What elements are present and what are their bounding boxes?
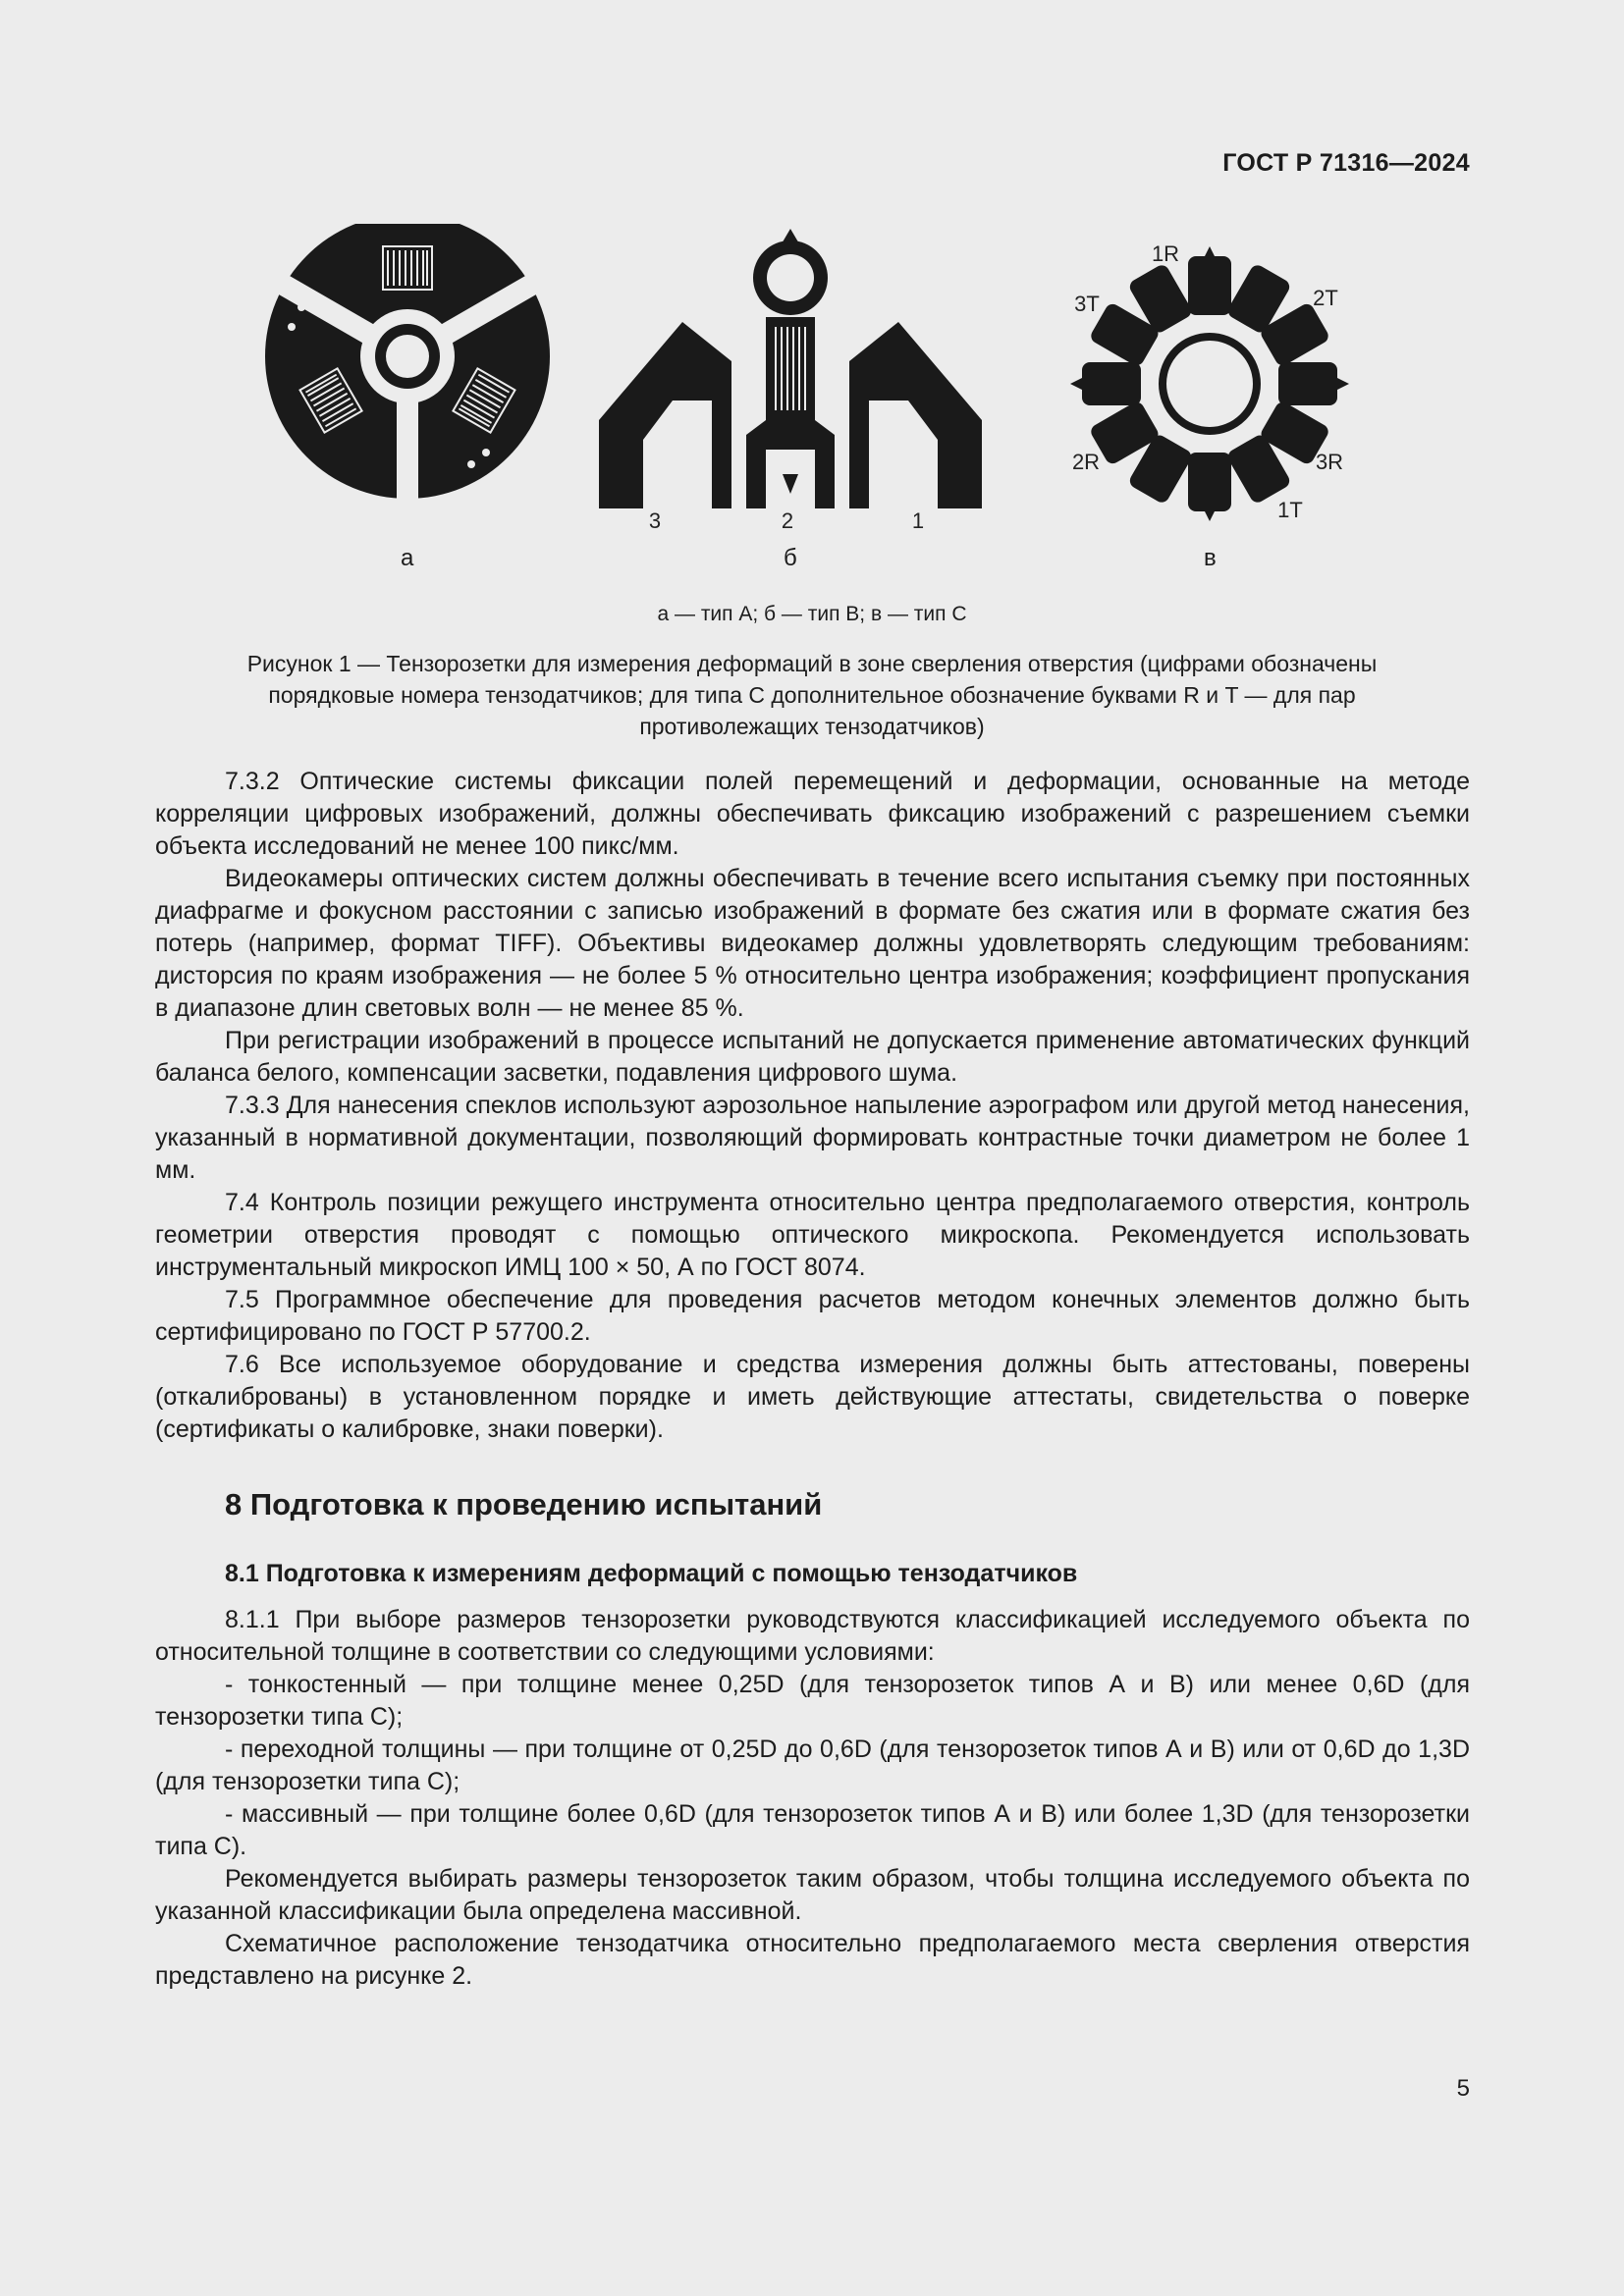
- figure-sub-label-b: б: [784, 545, 797, 571]
- gauge-label: 1R: [1151, 241, 1180, 266]
- gauge-number: 2: [781, 508, 794, 533]
- rosette-type-c: [1070, 241, 1349, 522]
- document-body: [155, 766, 1470, 1993]
- gauge-label: 2R: [1071, 450, 1101, 474]
- page-number: 5: [1456, 2075, 1470, 2102]
- list-item: - массивный — при толщине более 0,6D (для тензорозеток типов А и В) или более 1,3D (для тензорозетки типа С).: [155, 1800, 1470, 1860]
- paragraph: При регистрации изображений в процессе испытаний не допускается применение автоматических функций баланса белого, компенсации засветки, подавления цифрового шума.: [155, 1027, 1470, 1087]
- gauge-number: 3: [648, 508, 662, 533]
- list-item: - тонкостенный — при толщине менее 0,25D (для тензорозеток типов А и В) или менее 0,6D (для тензорозетки типа С);: [155, 1671, 1470, 1731]
- gauge-label: 3R: [1315, 450, 1344, 474]
- paragraph: 7.5 Программное обеспечение для проведения расчетов методом конечных элементов должно быть сертифицировано по ГОСТ Р 57700.2.: [155, 1286, 1470, 1346]
- paragraph: Схематичное расположение тензодатчика относительно предполагаемого места сверления отверстия представлено на рисунке 2.: [155, 1930, 1470, 1990]
- figure-1-rosettes: [255, 224, 1365, 577]
- paragraph: 7.6 Все используемое оборудование и средства измерения должны быть аттестованы, поверены (откалиброваны) в установленном порядке и иметь действующие аттестаты, свидетельства о поверке (сертификаты о калибровке, знаки поверки).: [155, 1351, 1470, 1443]
- gauge-label: 2T: [1313, 286, 1338, 310]
- paragraph: 7.4 Контроль позиции режущего инструмента относительно центра предполагаемого отверстия, контроль геометрии отверстия проводят с помощью оптического микроскопа. Рекомендуется использовать инструментальный микроскоп ИМЦ 100 × 50, А по ГОСТ 8074.: [155, 1189, 1470, 1281]
- gauge-label: 3T: [1074, 292, 1100, 316]
- figure-sub-label-c: в: [1204, 545, 1217, 571]
- figure-legend: а — тип А; б — тип В; в — тип С: [657, 603, 967, 625]
- gauge-label: 1T: [1277, 498, 1303, 522]
- paragraph: 7.3.2 Оптические системы фиксации полей перемещений и деформации, основанные на методе корреляции цифровых изображений, должны обеспечивать фиксацию изображений с разрешением съемки объекта исследований не менее 100 пикс/мм.: [155, 768, 1470, 860]
- rosette-type-b: [599, 229, 982, 533]
- list-item: - переходной толщины — при толщине от 0,25D до 0,6D (для тензорозеток типов А и В) или от 0,6D до 1,3D (для тензорозетки типа С);: [155, 1735, 1470, 1795]
- paragraph: 8.1.1 При выборе размеров тензорозетки руководствуются классификацией исследуемого объекта по относительной толщине в соответствии со следующими условиями:: [155, 1606, 1470, 1666]
- subsection-heading: 8.1 Подготовка к измерениям деформаций с помощью тензодатчиков: [225, 1560, 1078, 1587]
- paragraph: Видеокамеры оптических систем должны обеспечивать в течение всего испытания съемку при постоянных диафрагме и фокусном расстоянии с записью изображений в формате без сжатия или в формате сжатия без потерь (например, формат TIFF). Объективы видеокамер должны удовлетворять следующим требованиям: дисторсия по краям изображения — не более 5 % относительно центра изображения; коэффициент пропускания в диапазоне длин световых волн — не менее 85 %.: [155, 865, 1470, 1022]
- paragraph: Рекомендуется выбирать размеры тензорозеток таким образом, чтобы толщина исследуемого объекта по указанной классификации была определена массивной.: [155, 1865, 1470, 1925]
- document-code: ГОСТ Р 71316—2024: [1222, 149, 1470, 177]
- section-heading: 8 Подготовка к проведению испытаний: [225, 1487, 823, 1522]
- figure-sub-label-a: а: [401, 545, 414, 571]
- rosette-type-a: [265, 224, 550, 504]
- figure-caption: Рисунок 1 — Тензорозетки для измерения деформаций в зоне сверления отверстия (цифрами обозначены порядковые номера тензодатчиков; для типа С дополнительное обозначение буквами R и T — для пар противолежащих тензодатчиков): [246, 651, 1378, 739]
- paragraph: 7.3.3 Для нанесения спеклов используют аэрозольное напыление аэрографом или другой метод нанесения, указанный в нормативной документации, позволяющий формировать контрастные точки диаметром не более 1 мм.: [155, 1092, 1470, 1184]
- gauge-number: 1: [911, 508, 925, 533]
